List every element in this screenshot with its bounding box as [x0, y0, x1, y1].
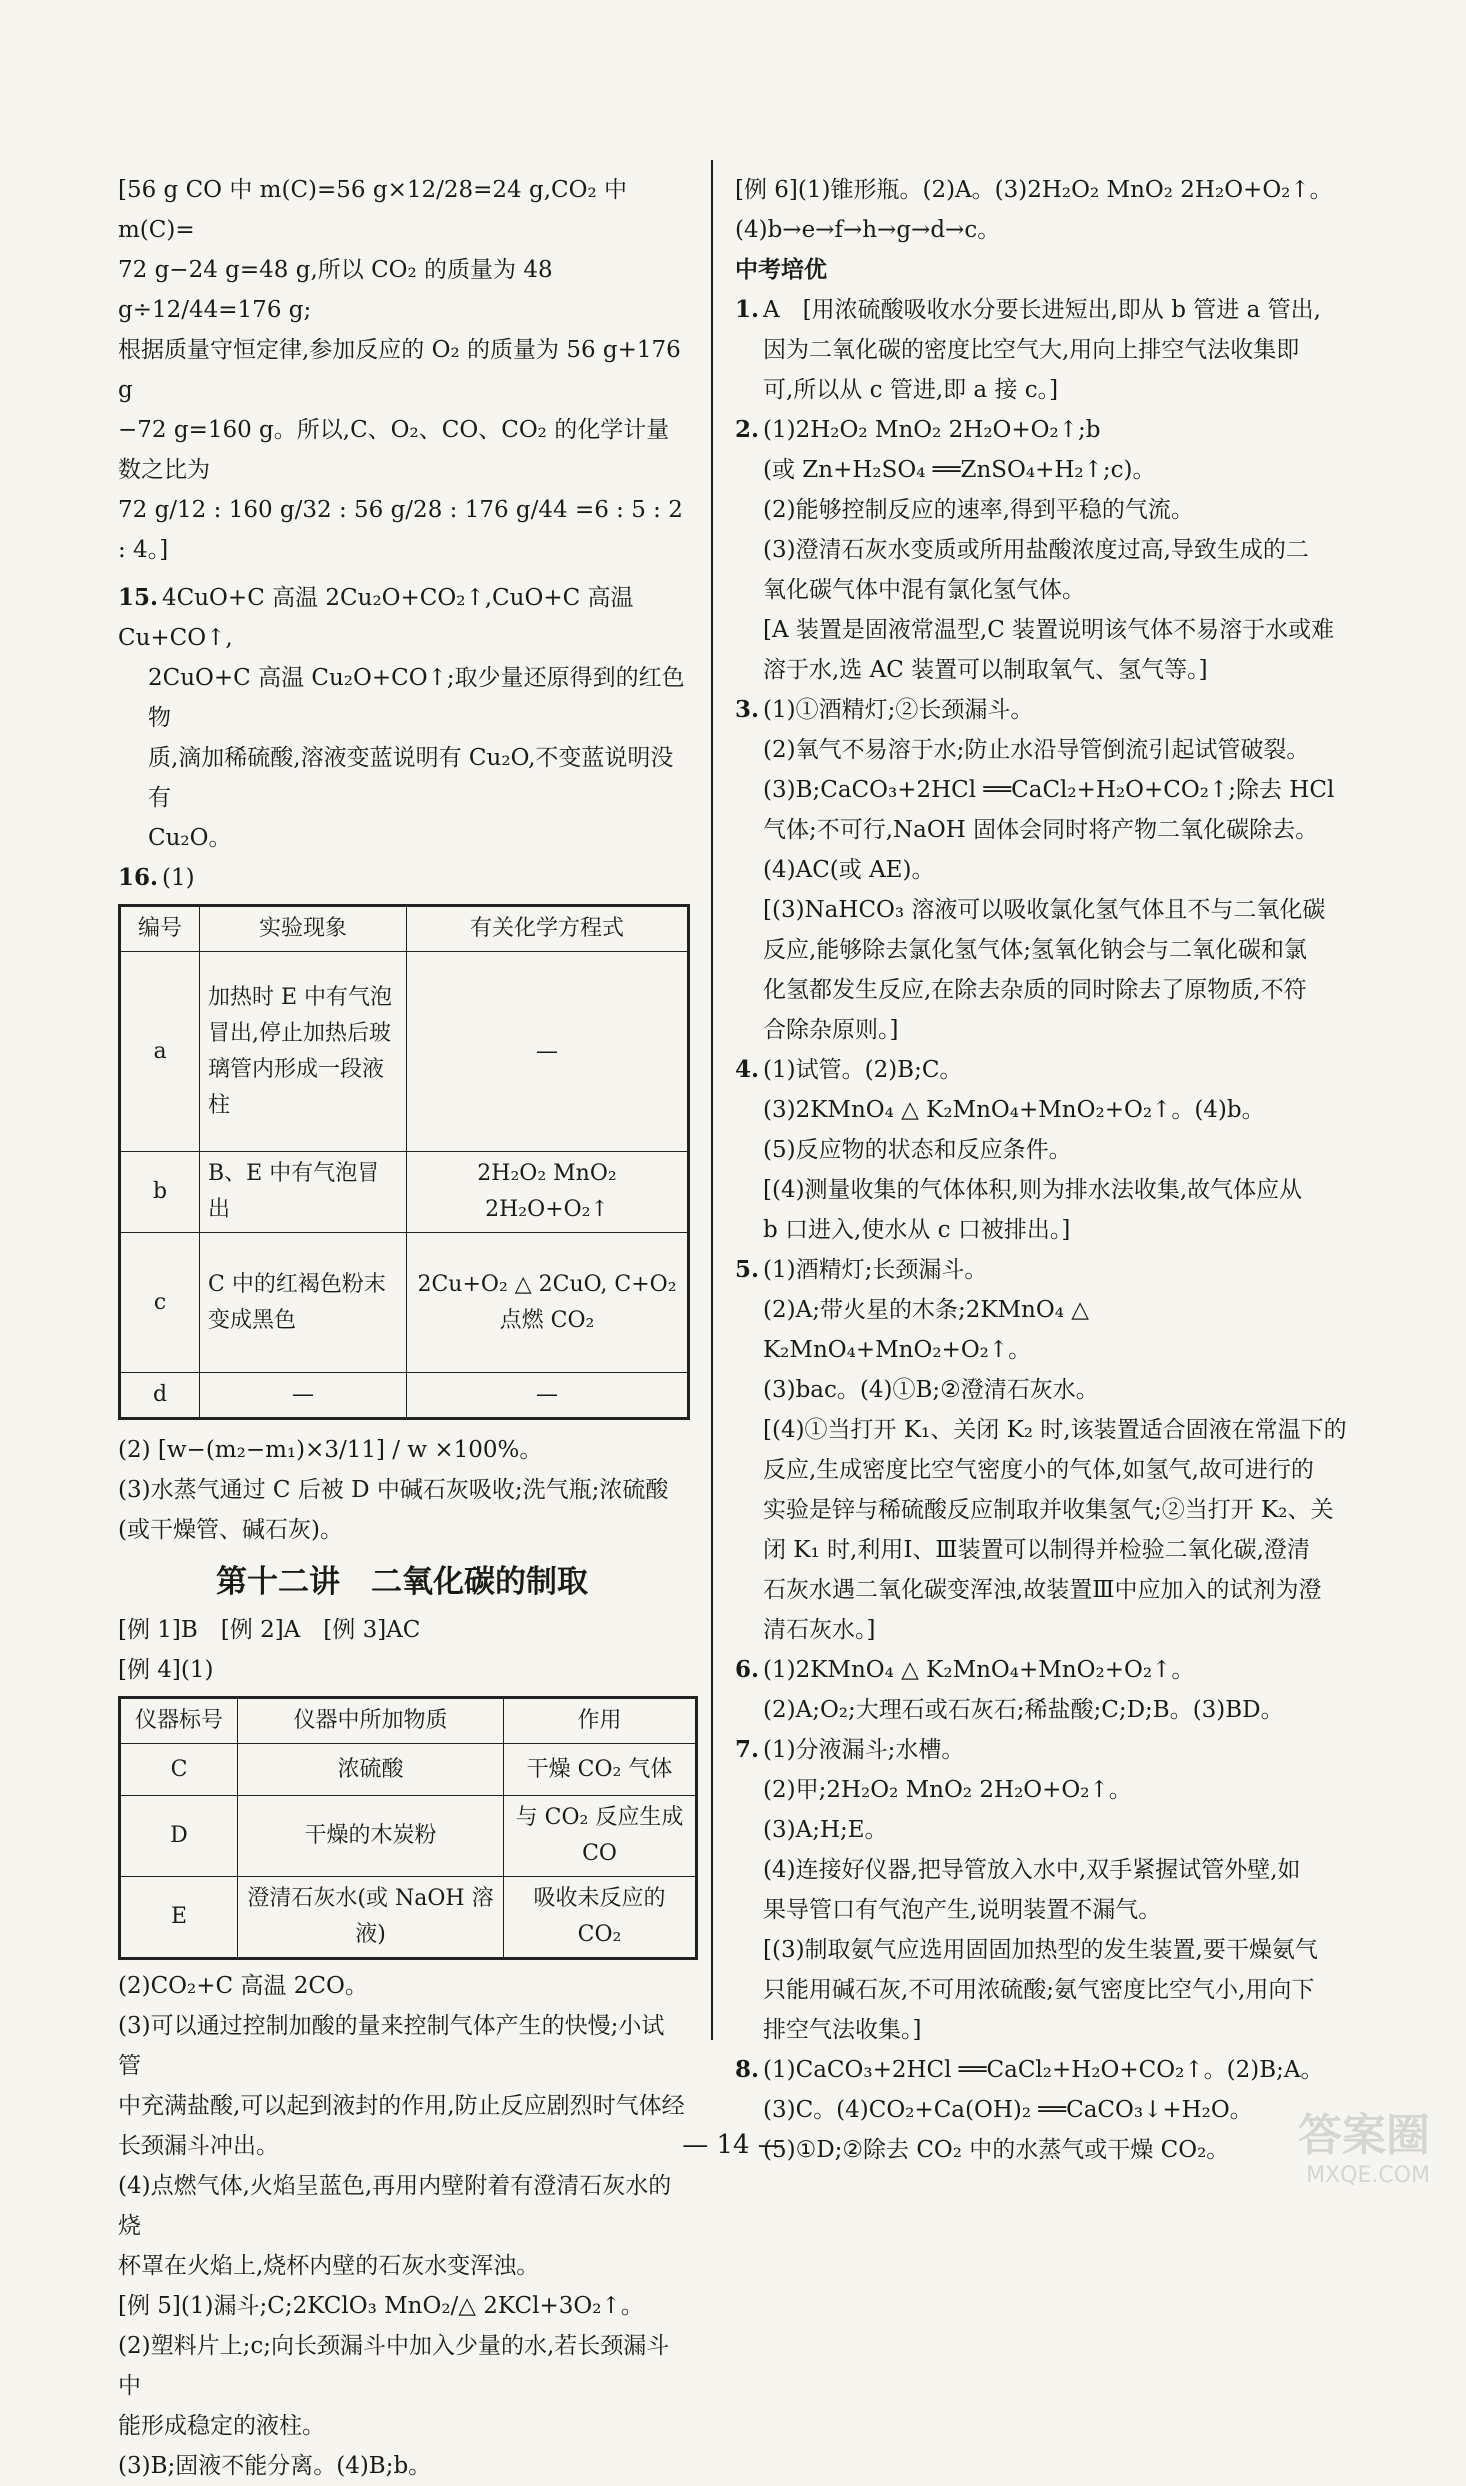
text-line: (3)C。(4)CO₂+Ca(OH)₂ ══CaCO₃↓+H₂O。: [763, 2097, 1253, 2123]
text-line: (或 Zn+H₂SO₄ ══ZnSO₄+H₂↑;c)。: [763, 457, 1156, 483]
text-line: (4)b→e→f→h→g→d→c。: [735, 217, 1001, 243]
table-cell: 浓硫酸: [238, 1744, 504, 1796]
text-line: (3)澄清石灰水变质或所用盐酸浓度过高,导致生成的二: [763, 537, 1309, 563]
text-line: (3)bac。(4)①B;②澄清石灰水。: [763, 1377, 1099, 1403]
text-line: [56 g CO 中 m(C)=56 g×12/28=24 g,CO₂ 中 m(C)=: [118, 177, 628, 243]
experiment-table: [118, 904, 690, 1420]
answer-item: [735, 690, 1347, 1050]
table-header-row: [120, 1698, 697, 1744]
answer-line: [735, 1050, 1347, 1090]
answer-line: [735, 410, 1347, 450]
text-line: (2) [w−(m₂−m₁)×3/11] / w ×100%。: [118, 1437, 543, 1463]
table-cell: c: [120, 1233, 200, 1373]
table-row: [120, 1233, 689, 1373]
text-line: (2)甲;2H₂O₂ MnO₂ 2H₂O+O₂↑。: [763, 1777, 1132, 1803]
table-cell: 与 CO₂ 反应生成 CO: [504, 1796, 697, 1877]
answer-item: [735, 1730, 1347, 2050]
text-line: 质,滴加稀硫酸,溶液变蓝说明有 Cu₂O,不变蓝说明没有: [148, 745, 674, 811]
text-line: (1)CaCO₃+2HCl ══CaCl₂+H₂O+CO₂↑。(2)B;A。: [763, 2057, 1324, 2083]
text-line: 4CuO+C 高温 2Cu₂O+CO₂↑,CuO+C 高温 Cu+CO↑,: [118, 585, 634, 651]
question-number: 8.: [735, 2056, 760, 2083]
text-line: 化氢都发生反应,在除去杂质的同时除去了原物质,不符: [763, 977, 1307, 1003]
lesson-heading: 第十二讲 二氧化碳的制取: [216, 1564, 588, 1600]
table-cell: 澄清石灰水(或 NaOH 溶液): [238, 1877, 504, 1959]
text-line: 只能用碱石灰,不可用浓硫酸;氨气密度比空气小,用向下: [763, 1977, 1315, 2003]
text-line: [例 1]B [例 2]A [例 3]AC: [118, 1617, 421, 1643]
section-title: 中考培优: [735, 256, 827, 283]
text-line: −72 g=160 g。所以,C、O₂、CO、CO₂ 的化学计量数之比为: [118, 417, 670, 483]
text-line: [(4)①当打开 K₁、关闭 K₂ 时,该装置适合固液在常温下的: [763, 1417, 1347, 1443]
text-line: [例 6](1)锥形瓶。(2)A。(3)2H₂O₂ MnO₂ 2H₂O+O₂↑。: [735, 177, 1333, 203]
text-line: 反应,生成密度比空气密度小的气体,如氢气,故可进行的: [763, 1457, 1314, 1483]
question-number: 16.: [118, 864, 159, 891]
table-cell: C 中的红褐色粉末变成黑色: [200, 1233, 407, 1373]
text-line: 杯罩在火焰上,烧杯内壁的石灰水变浑浊。: [118, 2253, 540, 2279]
text-line: 合除杂原则。]: [763, 1017, 899, 1043]
text-line: (5)①D;②除去 CO₂ 中的水蒸气或干燥 CO₂。: [763, 2137, 1230, 2163]
answer-list: [735, 290, 1347, 2170]
text-line: (5)反应物的状态和反应条件。: [763, 1137, 1072, 1163]
answer-line: [735, 1250, 1347, 1290]
text-line: (或干燥管、碱石灰)。: [118, 1517, 343, 1543]
text-line: (3)水蒸气通过 C 后被 D 中碱石灰吸收;洗气瓶;浓硫酸: [118, 1477, 669, 1503]
text-line: 反应,能够除去氯化氢气体;氢氧化钠会与二氧化碳和氯: [763, 937, 1308, 963]
answer-line: [735, 690, 1347, 730]
text-line: 因为二氧化碳的密度比空气大,用向上排空气法收集即: [763, 337, 1300, 363]
answer-line: [735, 1650, 1347, 1690]
right-column: [735, 170, 1347, 2170]
question-number: 2.: [735, 416, 760, 443]
table-header: 有关化学方程式: [407, 906, 689, 952]
text-line: 实验是锌与稀硫酸反应制取并收集氢气;②当打开 K₂、关: [763, 1497, 1334, 1523]
table-row: [120, 1744, 697, 1796]
table-row: [120, 1152, 689, 1233]
text-line: 闭 K₁ 时,利用Ⅰ、Ⅲ装置可以制得并检验二氧化碳,澄清: [763, 1537, 1310, 1563]
text-line: [A 装置是固液常温型,C 装置说明该气体不易溶于水或难: [763, 617, 1335, 643]
question-number: 5.: [735, 1256, 760, 1283]
text-line: [(3)制取氨气应选用固固加热型的发生装置,要干燥氨气: [763, 1937, 1318, 1963]
question-16: [118, 858, 686, 1550]
answer-item: [735, 290, 1347, 410]
table-cell: b: [120, 1152, 200, 1233]
text-line: (3)B;固液不能分离。(4)B;b。: [118, 2453, 432, 2479]
example-4-rest: [118, 1966, 686, 2486]
text-line: (2)氧气不易溶于水;防止水沿导管倒流引起试管破裂。: [763, 737, 1310, 763]
table-cell: 2H₂O₂ MnO₂ 2H₂O+O₂↑: [407, 1152, 689, 1233]
text-line: [(4)测量收集的气体体积,则为排水法收集,故气体应从: [763, 1177, 1303, 1203]
text-line: (1)2H₂O₂ MnO₂ 2H₂O+O₂↑;b: [763, 417, 1101, 443]
instrument-table: [118, 1696, 698, 1960]
text-line: (3)A;H;E。: [763, 1817, 888, 1843]
page-number: — 14 —: [682, 2130, 784, 2160]
text-line: 可,所以从 c 管进,即 a 接 c。]: [763, 377, 1059, 403]
table-cell: 加热时 E 中有气泡冒出,停止加热后玻璃管内形成一段液柱: [200, 952, 407, 1152]
text-line: 氧化碳气体中混有氯化氢气体。: [763, 577, 1085, 603]
text-line: (2)能够控制反应的速率,得到平稳的气流。: [763, 497, 1194, 523]
text-line: [例 5](1)漏斗;C;2KClO₃ MnO₂/△ 2KCl+3O₂↑。: [118, 2293, 644, 2319]
block1: [118, 170, 686, 570]
text-line: 石灰水遇二氧化碳变浑浊,故装置Ⅲ中应加入的试剂为澄: [763, 1577, 1322, 1603]
text-line: (2)A;带火星的木条;2KMnO₄ △ K₂MnO₄+MnO₂+O₂↑。: [763, 1297, 1089, 1363]
text-line: (1): [162, 865, 195, 891]
table-header: 仪器中所加物质: [238, 1698, 504, 1744]
table-cell: B、E 中有气泡冒出: [200, 1152, 407, 1233]
watermark-subtext: MXQE.COM: [1306, 2163, 1430, 2188]
text-line: 长颈漏斗冲出。: [118, 2133, 279, 2159]
text-line: 72 g−24 g=48 g,所以 CO₂ 的质量为 48 g÷12/44=176 g;: [118, 257, 553, 323]
text-line: 气体;不可行,NaOH 固体会同时将产物二氧化碳除去。: [763, 817, 1319, 843]
table-header-row: [120, 906, 689, 952]
text-line: 清石灰水。]: [763, 1617, 876, 1643]
text-line: (3)B;CaCO₃+2HCl ══CaCl₂+H₂O+CO₂↑;除去 HCl: [763, 777, 1335, 803]
table-row: [120, 1796, 697, 1877]
text-line: Cu₂O。: [148, 825, 232, 851]
table-cell: 干燥的木炭粉: [238, 1796, 504, 1877]
question-number: 3.: [735, 696, 760, 723]
table-cell: 干燥 CO₂ 气体: [504, 1744, 697, 1796]
text-line: (2)CO₂+C 高温 2CO。: [118, 1973, 368, 1999]
text-line: 果导管口有气泡产生,说明装置不漏气。: [763, 1897, 1162, 1923]
question-number: 1.: [735, 296, 760, 323]
answer-item: [735, 1050, 1347, 1250]
text-line: b 口进入,使水从 c 口被排出。]: [763, 1217, 1071, 1243]
table-cell: —: [200, 1373, 407, 1419]
answer-line: [735, 290, 1347, 330]
text-line: (2)A;O₂;大理石或石灰石;稀盐酸;C;D;B。(3)BD。: [763, 1697, 1284, 1723]
text-line: (1)酒精灯;长颈漏斗。: [763, 1257, 988, 1283]
text-line: (2)塑料片上;c;向长颈漏斗中加入少量的水,若长颈漏斗中: [118, 2333, 670, 2399]
table-cell: C: [120, 1744, 238, 1796]
text-line: (1)试管。(2)B;C。: [763, 1057, 963, 1083]
text-line: (1)分液漏斗;水槽。: [763, 1737, 965, 1763]
table-cell: 吸收未反应的 CO₂: [504, 1877, 697, 1959]
text-line: 根据质量守恒定律,参加反应的 O₂ 的质量为 56 g+176 g: [118, 337, 681, 403]
text-line: 排空气法收集。]: [763, 2017, 922, 2043]
table-cell: d: [120, 1373, 200, 1419]
text-line: [(3)NaHCO₃ 溶液可以吸收氯化氢气体且不与二氧化碳: [763, 897, 1326, 923]
answer-item: [735, 1250, 1347, 1650]
text-line: 能形成稳定的液柱。: [118, 2413, 325, 2439]
text-line: A [用浓硫酸吸收水分要长进短出,即从 b 管进 a 管出,: [763, 297, 1321, 323]
question-number: 6.: [735, 1656, 760, 1683]
question-number: 15.: [118, 584, 159, 611]
answer-item: [735, 410, 1347, 690]
table-row: [120, 1373, 689, 1419]
question-number: 7.: [735, 1736, 760, 1763]
text-line: (3)2KMnO₄ △ K₂MnO₄+MnO₂+O₂↑。(4)b。: [763, 1097, 1265, 1123]
table-header: 仪器标号: [120, 1698, 238, 1744]
table-header: 实验现象: [200, 906, 407, 952]
text-line: 中充满盐酸,可以起到液封的作用,防止反应剧烈时气体经: [118, 2093, 685, 2119]
answer-item: [735, 1650, 1347, 1730]
text-line: 溶于水,选 AC 装置可以制取氧气、氢气等。]: [763, 657, 1208, 683]
table-cell: —: [407, 1373, 689, 1419]
text-line: [例 4](1): [118, 1657, 214, 1683]
table-cell: D: [120, 1796, 238, 1877]
text-line: 72 g/12 : 160 g/32 : 56 g/28 : 176 g/44 =6 : 5 : 2 : 4。]: [118, 497, 683, 563]
table-header: 编号: [120, 906, 200, 952]
answer-line: [735, 1730, 1347, 1770]
table-row: [120, 1877, 697, 1959]
text-line: (1)2KMnO₄ △ K₂MnO₄+MnO₂+O₂↑。: [763, 1657, 1195, 1683]
watermark-logo: [1240, 2099, 1430, 2188]
table-cell: E: [120, 1877, 238, 1959]
table-header: 作用: [504, 1698, 697, 1744]
column-divider: [711, 160, 713, 2040]
table-cell: 2Cu+O₂ △ 2CuO, C+O₂ 点燃 CO₂: [407, 1233, 689, 1373]
table-row: [120, 952, 689, 1152]
text-line: (4)连接好仪器,把导管放入水中,双手紧握试管外壁,如: [763, 1857, 1301, 1883]
text-line: (4)AC(或 AE)。: [763, 857, 935, 883]
text-line: (1)①酒精灯;②长颈漏斗。: [763, 697, 1034, 723]
watermark-text: 答案圈: [1298, 2110, 1430, 2161]
table-cell: —: [407, 952, 689, 1152]
text-line: (3)可以通过控制加酸的量来控制气体产生的快慢;小试管: [118, 2013, 665, 2079]
text-line: 2CuO+C 高温 Cu₂O+CO↑;取少量还原得到的红色物: [148, 665, 685, 731]
table-cell: a: [120, 952, 200, 1152]
text-line: (4)点燃气体,火焰呈蓝色,再用内壁附着有澄清石灰水的烧: [118, 2173, 672, 2239]
question-15: [118, 578, 686, 858]
answer-line: [735, 2050, 1347, 2090]
question-number: 4.: [735, 1056, 760, 1083]
